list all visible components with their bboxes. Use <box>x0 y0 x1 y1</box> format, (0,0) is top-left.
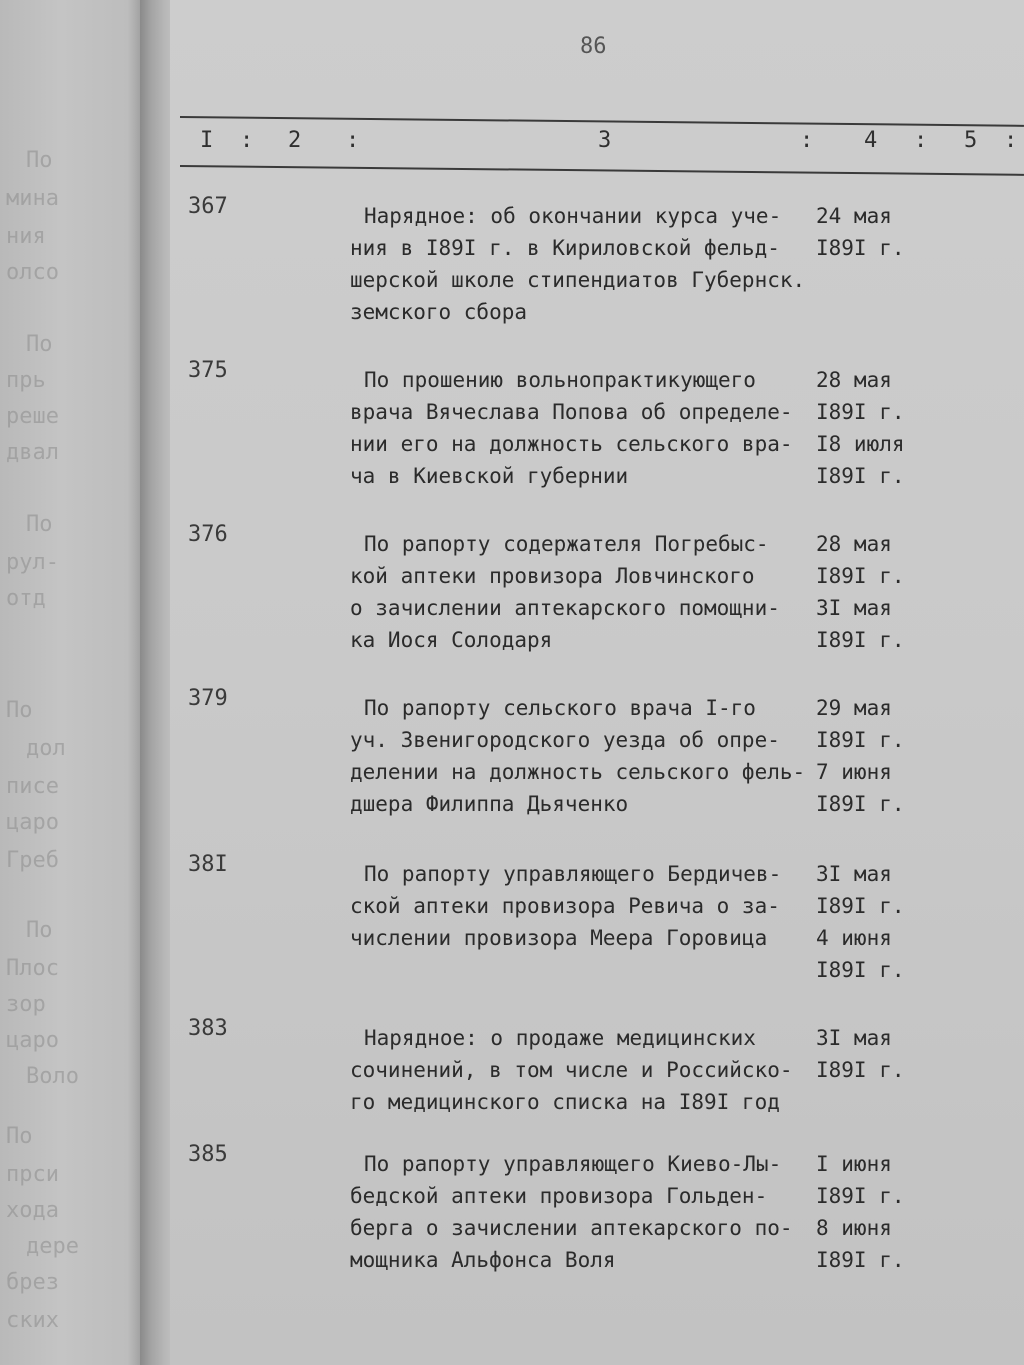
previous-page-text-fragment: дере <box>26 1234 79 1259</box>
previous-page-text-fragment: двал <box>6 440 59 465</box>
entry-text-line: нии его на должность сельского вра- <box>350 432 793 456</box>
entry-date-line: I89I г. <box>816 894 905 918</box>
entry-text-line: кой аптеки провизора Ловчинского <box>350 564 755 588</box>
entry-number: 385 <box>188 1142 228 1167</box>
previous-page-text-fragment: прь <box>6 368 46 393</box>
entry-date-line: I89I г. <box>816 236 905 260</box>
entry-description <box>350 858 810 954</box>
entry-date-line: 29 мая <box>816 696 892 720</box>
entry-text-line: По рапорту управляющего Киево-Лы- <box>364 1152 782 1176</box>
entry-number: 367 <box>188 194 228 219</box>
previous-page-text-fragment: По <box>6 1124 33 1149</box>
entry-date-line: I89I г. <box>816 1058 905 1082</box>
previous-page-text-fragment: Плос <box>6 956 59 981</box>
entry-text-line: ча в Киевской губернии <box>350 464 629 488</box>
entry-date-line: I89I г. <box>816 958 905 982</box>
entry-date-line: 7 июня <box>816 760 892 784</box>
previous-page-text-fragment: прси <box>6 1162 59 1187</box>
previous-page-text-fragment: По <box>26 332 53 357</box>
entry-date-line: I89I г. <box>816 464 905 488</box>
entry-date-line: 24 мая <box>816 204 892 228</box>
previous-page-text-fragment: отд <box>6 586 46 611</box>
document-page <box>170 0 1024 1365</box>
entry-number: 38I <box>188 852 228 877</box>
entry-date-line: I89I г. <box>816 728 905 752</box>
header-col-1: I <box>200 128 214 153</box>
entry-text-line: земского сбора <box>350 300 528 324</box>
header-rule-bottom <box>180 165 1024 176</box>
entry-date-line: I89I г. <box>816 1248 905 1272</box>
entry-text-line: сочинений, в том числе и Российско- <box>350 1058 793 1082</box>
page-number: 86 <box>580 34 607 59</box>
entry-text-line: мощника Альфонса Воля <box>350 1248 616 1272</box>
entry-text-line: По прошению вольнопрактикующего <box>364 368 756 392</box>
header-col-2: 2 <box>288 128 302 153</box>
header-col-4: 4 <box>864 128 878 153</box>
entry-text-line: Нарядное: о продаже медицинских <box>364 1026 756 1050</box>
entry-number: 383 <box>188 1016 228 1041</box>
entry-text-line: По рапорту содержателя Погребыс- <box>364 532 769 556</box>
entry-text-line: Нарядное: об окончании курса уче- <box>364 204 782 228</box>
entry-date-line: I8 июля <box>816 432 905 456</box>
previous-page-text-fragment: По <box>6 698 33 723</box>
entry-date-line: I89I г. <box>816 1184 905 1208</box>
entry-date-line: 3I мая <box>816 596 892 620</box>
entry-text-line: шерской школе стипендиатов Губернск. <box>350 268 806 292</box>
entry-description <box>350 1148 810 1276</box>
entry-description <box>350 1022 810 1118</box>
previous-page-edge <box>0 0 150 1365</box>
previous-page-text-fragment: По <box>26 148 53 173</box>
entry-date-line: 3I мая <box>816 1026 892 1050</box>
entry-text-line: дшера Филиппа Дьяченко <box>350 792 629 816</box>
header-separator: : <box>240 128 254 153</box>
entry-text-line: делении на должность сельского фель- <box>350 760 806 784</box>
previous-page-text-fragment: ния <box>6 224 46 249</box>
entry-date-line: 8 июня <box>816 1216 892 1240</box>
entry-text-line: ка Иося Солодаря <box>350 628 553 652</box>
header-separator: : <box>800 128 814 153</box>
entry-date-line: 28 мая <box>816 532 892 556</box>
entry-text-line: ния в I89I г. в Кириловской фельд- <box>350 236 780 260</box>
entry-date-line: 4 июня <box>816 926 892 950</box>
previous-page-text-fragment: брез <box>6 1270 59 1295</box>
previous-page-text-fragment: реше <box>6 404 59 429</box>
entry-text-line: берга о зачислении аптекарского по- <box>350 1216 793 1240</box>
entry-text-line: о зачислении аптекарского помощни- <box>350 596 780 620</box>
entry-text-line: бедской аптеки провизора Гольден- <box>350 1184 768 1208</box>
header-col-3: 3 <box>598 128 612 153</box>
entry-number: 379 <box>188 686 228 711</box>
entry-date-line: I89I г. <box>816 564 905 588</box>
entry-date-line: 3I мая <box>816 862 892 886</box>
previous-page-text-fragment: Воло <box>26 1064 79 1089</box>
previous-page-text-fragment: хода <box>6 1198 59 1223</box>
entry-dates <box>816 528 926 656</box>
entry-text-line: го медицинского списка на I89I год <box>350 1090 780 1114</box>
entry-number: 376 <box>188 522 228 547</box>
header-col-5: 5 <box>964 128 978 153</box>
entry-description <box>350 692 810 820</box>
header-separator: : <box>1004 128 1018 153</box>
previous-page-text-fragment: дол <box>26 736 66 761</box>
entry-text-line: По рапорту управляющего Бердичев- <box>364 862 782 886</box>
entry-date-line: I89I г. <box>816 628 905 652</box>
entry-dates <box>816 200 926 264</box>
previous-page-text-fragment: олсо <box>6 260 59 285</box>
entry-description <box>350 528 810 656</box>
previous-page-text-fragment: царо <box>6 810 59 835</box>
previous-page-text-fragment: зор <box>6 992 46 1017</box>
previous-page-text-fragment: ских <box>6 1308 59 1333</box>
entry-dates <box>816 1148 926 1276</box>
entry-description <box>350 200 810 328</box>
entry-text-line: уч. Звенигородского уезда об опре- <box>350 728 780 752</box>
entry-text-line: врача Вячеслава Попова об определе- <box>350 400 793 424</box>
header-separator: : <box>346 128 360 153</box>
previous-page-text-fragment: рул- <box>6 550 59 575</box>
entry-dates <box>816 1022 926 1086</box>
previous-page-text-fragment: царо <box>6 1028 59 1053</box>
entry-text-line: числении провизора Меера Горовица <box>350 926 768 950</box>
entry-date-line: 28 мая <box>816 368 892 392</box>
header-separator: : <box>914 128 928 153</box>
previous-page-text-fragment: мина <box>6 186 59 211</box>
entry-dates <box>816 364 926 492</box>
entry-number: 375 <box>188 358 228 383</box>
entry-date-line: I89I г. <box>816 400 905 424</box>
entry-text-line: ской аптеки провизора Ревича о за- <box>350 894 780 918</box>
previous-page-text-fragment: По <box>26 512 53 537</box>
header-rule-top <box>180 116 1024 127</box>
previous-page-text-fragment: Греб <box>6 848 59 873</box>
entry-date-line: I89I г. <box>816 792 905 816</box>
entry-text-line: По рапорту сельского врача I-го <box>364 696 756 720</box>
previous-page-text-fragment: По <box>26 918 53 943</box>
previous-page-text-fragment: писе <box>6 774 59 799</box>
entry-dates <box>816 692 926 820</box>
entry-dates <box>816 858 926 986</box>
entry-date-line: I июня <box>816 1152 892 1176</box>
entry-description <box>350 364 810 492</box>
